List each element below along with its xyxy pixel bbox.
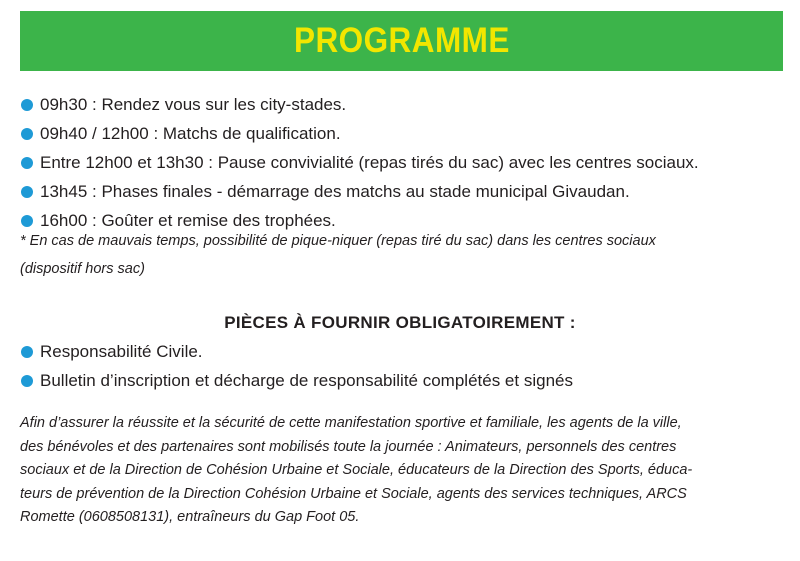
list-item: [20, 177, 790, 206]
list-item: [20, 90, 790, 119]
info-paragraph: [20, 412, 780, 530]
list-item: [20, 119, 790, 148]
paragraph-line: des bénévoles et des partenaires sont mobilisés toute la journée : Animateurs, personnels des centres: [20, 438, 677, 455]
documents-list: [20, 337, 790, 395]
bullet-dot-icon: [21, 215, 33, 227]
programme-banner: [20, 11, 783, 71]
bullet-dot-icon: [21, 186, 33, 198]
paragraph-line: teurs de prévention de la Direction Cohésion Urbaine et Sociale, agents des services techniques, ARCS: [20, 485, 687, 502]
schedule-item-text: 16h00 : Goûter et remise des trophées.: [40, 211, 336, 230]
bullet-dot-icon: [21, 157, 33, 169]
schedule-list: [20, 90, 790, 235]
documents-title: PIÈCES À FOURNIR OBLIGATOIREMENT :: [224, 313, 576, 332]
list-item: [20, 148, 790, 177]
schedule-item-text: Entre 12h00 et 13h30 : Pause convivialité (repas tirés du sac) avec les centres sociaux.: [40, 153, 699, 172]
schedule-item-text: 13h45 : Phases finales - démarrage des matchs au stade municipal Givaudan.: [40, 182, 630, 201]
paragraph-line: sociaux et de la Direction de Cohésion Urbaine et Sociale, éducateurs de la Direction des Sports, éduca-: [20, 462, 693, 478]
weather-note-line: (dispositif hors sac): [20, 261, 145, 277]
bullet-dot-icon: [21, 346, 33, 358]
banner-title: PROGRAMME: [293, 21, 510, 60]
list-item: [20, 337, 790, 366]
weather-note: [20, 227, 780, 283]
paragraph-line: Afin d’assurer la réussite et la sécurité de cette manifestation sportive et familiale, les agents de la ville,: [20, 415, 682, 431]
bullet-dot-icon: [21, 99, 33, 111]
list-item: [20, 366, 790, 395]
weather-note-line: * En cas de mauvais temps, possibilité de pique-niquer (repas tiré du sac) dans les centres sociaux: [20, 233, 656, 249]
bullet-dot-icon: [21, 375, 33, 387]
schedule-item-text: 09h40 / 12h00 : Matchs de qualification.: [40, 124, 341, 143]
document-item-text: Responsabilité Civile.: [40, 342, 203, 361]
paragraph-line: Romette (0608508131), entraîneurs du Gap Foot 05.: [20, 509, 360, 525]
document-item-text: Bulletin d’inscription et décharge de responsabilité complétés et signés: [40, 371, 573, 390]
bullet-dot-icon: [21, 128, 33, 140]
schedule-item-text: 09h30 : Rendez vous sur les city-stades.: [40, 95, 347, 114]
